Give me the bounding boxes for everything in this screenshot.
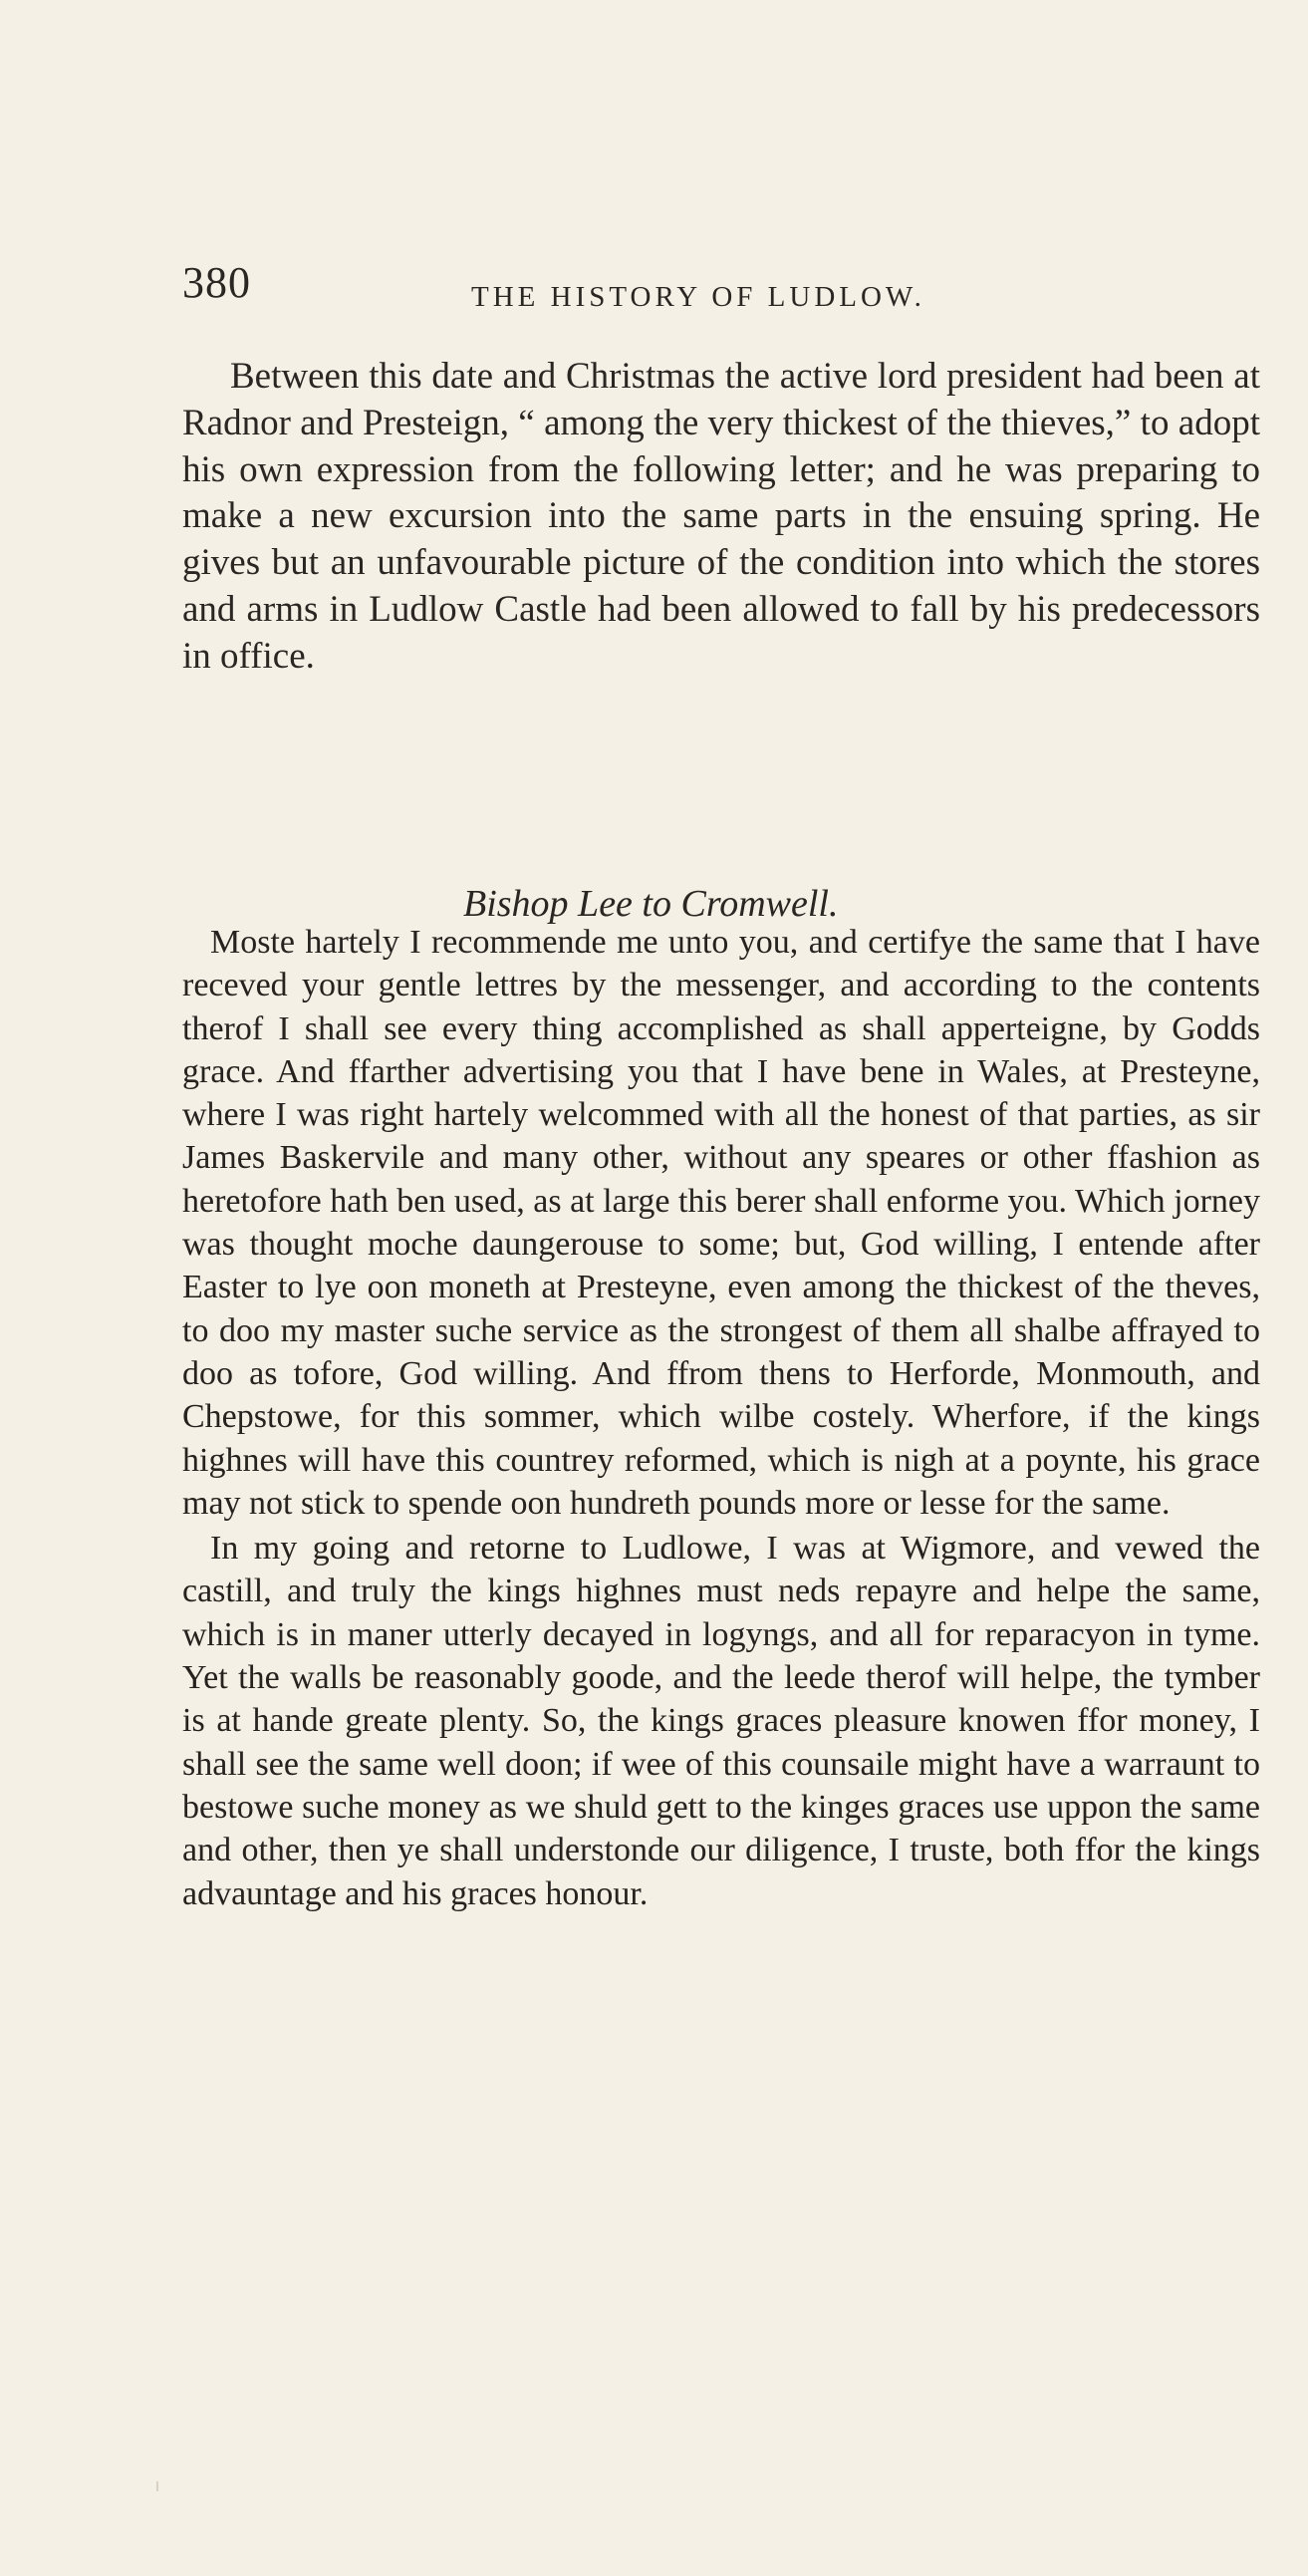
running-head: THE HISTORY OF LUDLOW. — [471, 281, 925, 313]
letter-paragraph-1: Moste hartely I recommende me unto you, and certifye the same that I have receved your gentle lettres by the messenger, and according to the contents therof I shall see every thing accomplished as shall apperteigne, by Godds grace. And ffarther advertising you that I have bene in Wales, at Presteyne, where I was right hartely welcommed with all the honest of that parties, as sir James Baskervile and many other, without any speares or other ffashion as heretofore hath ben used, as at large this berer shall enforme you. Which jorney was thought moche daungerouse to some; but, God willing, I entende after Easter to lye oon moneth at Presteyne, even among the thickest of the theves, to doo my master suche service as the strongest of them all shalbe affrayed to doo as tofore, God willing. And ffrom thens to Herforde, Monmouth, and Chepstowe, for this sommer, which wilbe costely. Wherfore, if the kings highnes will have this countrey reformed, which is nigh at a poynte, his grace may not stick to spende oon hundreth pounds more or lesse for the same. — [182, 924, 1260, 1522]
paper-speck — [156, 2481, 158, 2491]
intro-paragraph: Between this date and Christmas the active lord president had been at Radnor and Presteign, “ among the very thickest of the thieves,” to adopt his own expression from the following letter; and he was preparing to make a new excursion into the same parts in the ensuing spring. He gives but an unfavourable picture of the condition into which the stores and arms in Ludlow Castle had been allowed to fall by his predecessors in office. — [182, 356, 1260, 677]
letter-paragraph-2: In my going and retorne to Ludlowe, I was at Wigmore, and vewed the castill, and truly the kings highnes must neds repayre and helpe the same, which is in maner utterly decayed in logyngs, and all for reparacyon in tyme. Yet the walls be reasonably goode, and the leede therof will helpe, the tymber is at hande greate plenty. So, the kings graces pleasure knowen ffor money, I shall see the same well doon; if wee of this counsaile might have a warraunt to bestowe suche money as we shuld gett to the kinges graces use uppon the same and other, then ye shall understonde our diligence, I truste, both ffor the kings advauntage and his graces honour. — [182, 1530, 1260, 1912]
page-header — [182, 257, 1278, 317]
page-number: 380 — [182, 258, 251, 307]
letter-title: Bishop Lee to Cromwell. — [463, 883, 839, 925]
intro-section — [182, 354, 1260, 681]
letter-body — [182, 921, 1260, 1915]
